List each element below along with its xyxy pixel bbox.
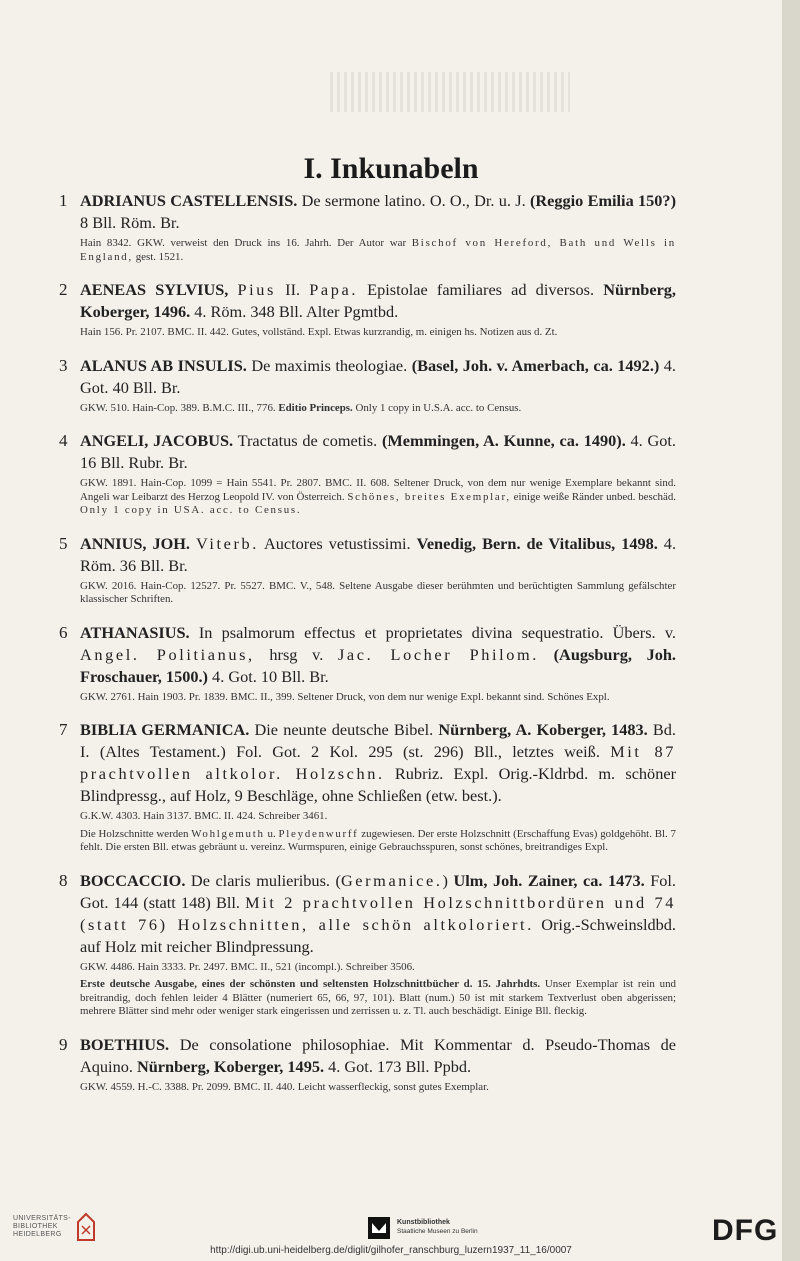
entry-description: ATHANASIUS. In psalmorum effectus et proprietates divina sequestratio. Übers. v. Angel. Politianus, hrsg v. Jac. Locher Philom. (Augsburg, Joh. Froschauer, 1500.) 4. Got. 10 Bll. Br. <box>80 622 676 686</box>
entry-number: 4 <box>59 431 68 450</box>
catalog-entry <box>59 279 676 340</box>
entry-number: 5 <box>59 533 68 553</box>
catalog-entry <box>59 355 676 416</box>
entry-number: 8 <box>59 870 68 890</box>
bleed-through-texture <box>330 72 570 112</box>
source-url[interactable]: http://digi.ub.uni-heidelberg.de/diglit/gilhofer_ranschburg_luzern1937_11_16/0007 <box>210 1245 572 1256</box>
entry-number: 3 <box>59 355 68 375</box>
entry-number: 1 <box>59 191 68 210</box>
catalog-entries <box>59 190 677 1109</box>
university-library-label: UNIVERSITÄTS- BIBLIOTHEK HEIDELBERG <box>13 1215 71 1238</box>
catalog-entry <box>59 870 676 1019</box>
entry-bibliographic-note: G.K.W. 4303. Hain 3137. BMC. II. 424. Schreiber 3461. <box>80 810 328 822</box>
entry-bibliographic-note: GKW. 510. Hain-Cop. 389. B.M.C. III., 776. Editio Princeps. Only 1 copy in U.S.A. acc. to Census. <box>80 401 522 414</box>
entry-bibliographic-note: Erste deutsche Ausgabe, eines der schönsten und seltensten Holzschnittbücher d. 15. Jahrhdts. Unser Exemplar ist rein und breitrandig, doch fehlen leider 4 Blätter (numeriert 65, 66, 97, 101). Blatt (num.) 50 ist mit starkem Textverlust oben abgerissen; mehrere Blätter sind mehr oder weniger stark eingerissen und zerrissen u. z. Tl. auch beschädigt. Einige Bll. fleckig. <box>80 978 676 1017</box>
entry-description: BOCCACCIO. De claris mulieribus. (Germanice.) Ulm, Joh. Zainer, ca. 1473. Fol. Got. 144 (statt 148) Bll. Mit 2 prachtvollen Holzschnittbordüren und 74 (statt 76) Holzschnitten, alle schön altkoloriert. Orig.-Schweinsldbd. auf Holz mit reicher Blindpressung. <box>80 870 676 956</box>
entry-description: BOETHIUS. De consolatione philosophiae. Mit Kommentar d. Pseudo-Thomas de Aquino. Nürnberg, Koberger, 1495. 4. Got. 173 Bll. Ppbd. <box>80 1034 676 1076</box>
catalog-entry <box>59 622 676 705</box>
entry-description: ADRIANUS CASTELLENSIS. De sermone latino. O. O., Dr. u. J. (Reggio Emilia 150?) 8 Bll. Röm. Br. <box>80 191 676 232</box>
entry-description: ANGELI, JACOBUS. Tractatus de cometis. (Memmingen, A. Kunne, ca. 1490). 4. Got. 16 Bll. Rubr. Br. <box>80 431 677 472</box>
entry-number: 6 <box>59 622 68 642</box>
entry-number: 9 <box>59 1034 68 1054</box>
university-logo-icon <box>74 1212 98 1242</box>
dfg-logo: DFG <box>712 1214 779 1247</box>
entry-bibliographic-note: Hain 8342. GKW. verweist den Druck ins 16. Jahrh. Der Autor war Bischof von Hereford, Bath und Wells in England, gest. 1521. <box>80 237 676 263</box>
entry-bibliographic-note: Hain 156. Pr. 2107. BMC. II. 442. Gutes, vollständ. Expl. Etwas kurzrandig, m. einigen hs. Notizen aus d. Zt. <box>80 326 558 338</box>
entry-bibliographic-note: Die Holzschnitte werden Wohlgemuth u. Pleydenwurff zugewiesen. Der erste Holzschnitt (Erschaffung Evas) goldgehöht. Bl. 7 fehlt. Die ersten Bll. etwas gebräunt u. vereinz. Wurmspuren, einige Gebrauchsspuren, sonst schönes, breitrandiges Expl. <box>80 827 676 853</box>
entry-description: AENEAS SYLVIUS, Pius II. Papa. Epistolae familiares ad diversos. Nürnberg, Koberger, 1496. 4. Röm. 348 Bll. Alter Pgmtbd. <box>80 280 676 321</box>
catalog-entry <box>59 719 676 855</box>
entry-bibliographic-note: GKW. 1891. Hain-Cop. 1099 = Hain 5541. Pr. 2807. BMC. II. 608. Seltener Druck, von dem nur wenige Exemplare bekannt sind. Angeli war Leibarzt des Herzog Leopold IV. von Österreich. Schönes, breites Exemplar, einige weiße Ränder unbed. beschäd. Only 1 copy in USA. acc. to Census. <box>80 477 676 516</box>
entry-description: ALANUS AB INSULIS. De maximis theologiae. (Basel, Joh. v. Amerbach, ca. 1492.) 4. Got. 40 Bll. Br. <box>80 355 676 397</box>
page-edge <box>782 0 800 1261</box>
kunstbibliothek-label: Kunstbibliothek Staatliche Museen zu Berlin <box>397 1219 478 1235</box>
entry-description: BIBLIA GERMANICA. Die neunte deutsche Bibel. Nürnberg, A. Koberger, 1483. Bd. I. (Altes Testament.) Fol. Got. 2 Kol. 295 (st. 296) Bll., letztes weiß. Mit 87 prachtvollen altkolor. Holzschn. Rubriz. Expl. Orig.-Kldrbd. m. schöner Blindpressg., auf Holz, 9 Beschläge, ohne Schließen (etw. best.). <box>80 720 676 805</box>
entry-bibliographic-note: GKW. 4559. H.-C. 3388. Pr. 2099. BMC. II. 440. Leicht wasserfleckig, sonst gutes Exemplar. <box>80 1080 489 1093</box>
entry-number: 7 <box>59 720 68 739</box>
footer <box>0 1198 800 1261</box>
entry-number: 2 <box>59 280 68 299</box>
catalog-entry <box>59 533 677 607</box>
catalog-entry <box>59 1034 676 1095</box>
entry-bibliographic-note: GKW. 2016. Hain-Cop. 12527. Pr. 5527. BMC. V., 548. Seltene Ausgabe dieser berühmten und berüchtigten Sammlung gefälschter klassischer Schriften. <box>80 579 676 605</box>
catalog-entry <box>59 190 676 264</box>
kunstbibliothek-logo-icon <box>368 1217 390 1239</box>
entry-bibliographic-note: GKW. 4486. Hain 3333. Pr. 2497. BMC. II., 521 (incompl.). Schreiber 3506. <box>80 960 415 973</box>
entry-bibliographic-note: GKW. 2761. Hain 1903. Pr. 1839. BMC. II., 399. Seltener Druck, von dem nur wenige Expl. bekannt sind. Schönes Expl. <box>80 690 610 703</box>
catalog-entry <box>59 430 677 518</box>
entry-description: ANNIUS, JOH. Viterb. Auctores vetustissimi. Venedig, Bern. de Vitalibus, 1498. 4. Röm. 36 Bll. Br. <box>80 533 677 575</box>
page-title: I. Inkunabeln <box>303 152 479 185</box>
